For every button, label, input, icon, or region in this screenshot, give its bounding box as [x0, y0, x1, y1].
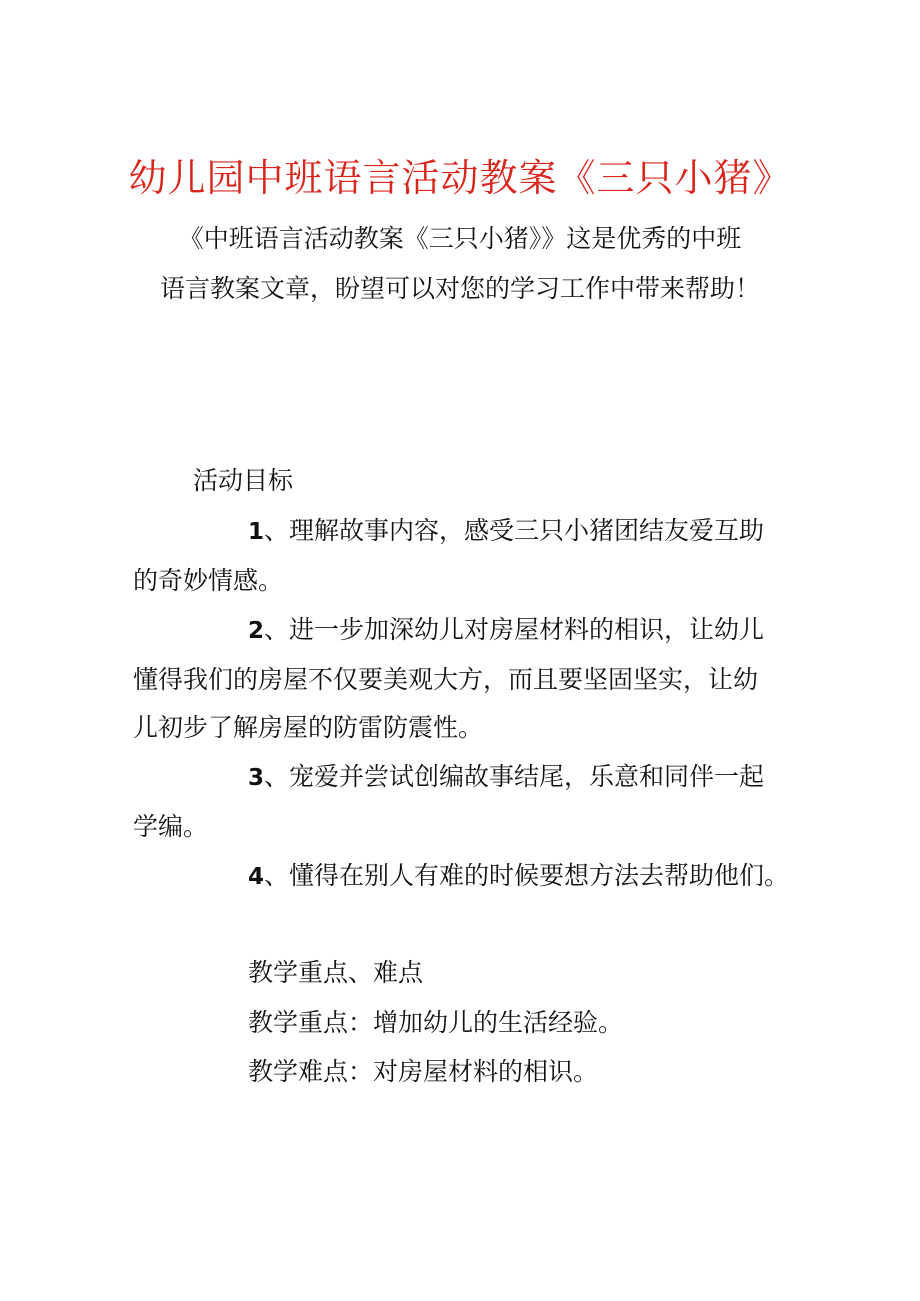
goal-2-number: 2 [248, 618, 265, 644]
goal-2-line-1: 2、进一步加深幼儿对房屋材料的相识，让幼儿 [248, 615, 765, 644]
goal-4-number: 4 [248, 864, 265, 890]
key-points-heading: 教学重点、难点 [248, 958, 424, 987]
goal-3-line-2: 学编。 [133, 812, 209, 841]
document-title: 幼儿园中班语言活动教案《三只小猪》 [128, 156, 792, 200]
goals-heading: 活动目标 [193, 466, 294, 495]
goal-1-line-1: 1、理解故事内容，感受三只小猪团结友爱互助 [248, 516, 765, 545]
goal-4-line-1: 4、懂得在别人有难的时候要想方法去帮助他们。 [248, 861, 790, 890]
goal-3-number: 3 [248, 765, 265, 791]
goal-2-line-3: 儿初步了解房屋的防雷防震性。 [133, 713, 484, 742]
key-point-focus: 教学重点：增加幼儿的生活经验。 [248, 1008, 624, 1037]
key-point-difficulty: 教学难点：对房屋材料的相识。 [248, 1057, 599, 1086]
intro-line-1: 《中班语言活动教案《三只小猪》》这是优秀的中班 [178, 224, 742, 253]
goal-1-line-2: 的奇妙情感。 [133, 566, 284, 595]
intro-line-2: 语言教案文章，盼望可以对您的学习工作中带来帮助！ [159, 274, 760, 303]
goal-3-line-1: 3、宠爱并尝试创编故事结尾，乐意和同伴一起 [248, 762, 765, 791]
goal-1-number: 1 [248, 519, 265, 545]
goal-2-line-2: 懂得我们的房屋不仅要美观大方，而且要坚固坚实，让幼 [133, 665, 759, 694]
